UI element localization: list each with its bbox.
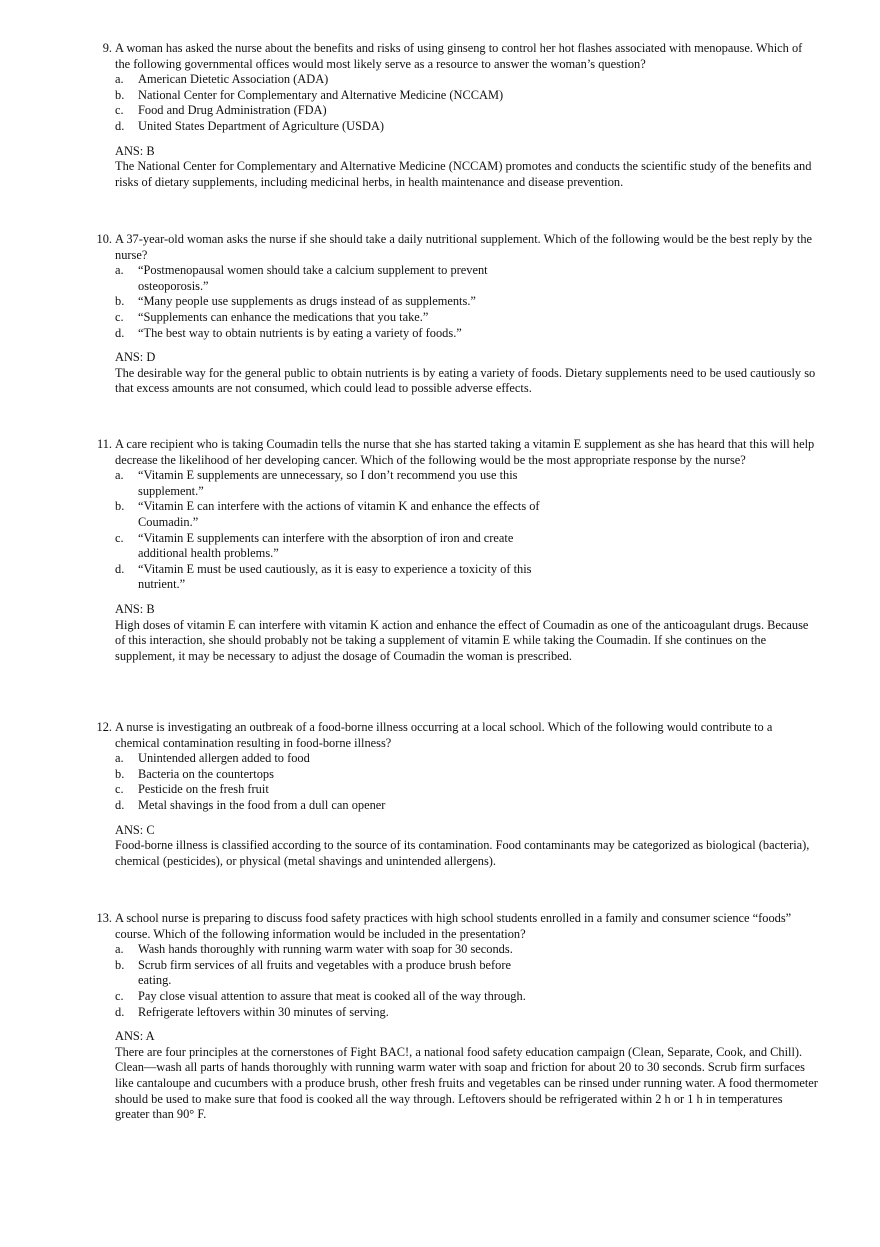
- option-text: “Vitamin E supplements can interfere with the absorption of iron and create additional health problems.”: [138, 530, 514, 561]
- rationale-text: There are four principles at the cornerstones of Fight BAC!, a national food safety education campaign (Clean, Separate, Cook, and Chill). Clean—wash all parts of hands thoroughly with running warm water with soap and friction for about 20 to 30 seconds. Scrub firm surfaces like cantaloupe and cucumbers with a produce brush, other fresh fruits and vegetables can be rinsed under running water. A food thermometer should be used to make sure that food is cooked all the way through. Leftovers should be refrigerated within 2 h or 1 h in temperatures greater than 90° F.: [115, 1044, 818, 1122]
- options-list: [0, 751, 880, 813]
- option-letter: d.: [115, 1004, 125, 1019]
- option-text: “Vitamin E can interfere with the actions of vitamin K and enhance the effects of Coumadin.”: [138, 499, 540, 529]
- option-letter: b.: [115, 87, 125, 102]
- option-a: [0, 942, 838, 958]
- option-d: [0, 562, 566, 593]
- option-text: National Center for Complementary and Alternative Medicine (NCCAM): [138, 87, 504, 102]
- option-letter: c.: [115, 988, 124, 1003]
- options-list: [0, 263, 880, 341]
- option-letter: c.: [115, 309, 124, 324]
- rationale-text: The desirable way for the general public to obtain nutrients is by eating a variety of foods. Dietary supplements need to be used cautiously so that excess amounts are not consumed, which could lead to possible adverse effects.: [115, 365, 816, 396]
- answer-key: ANS: B: [115, 143, 155, 158]
- option-b: [0, 767, 838, 783]
- option-text: Scrub firm services of all fruits and vegetables with a produce brush before eating.: [138, 957, 511, 988]
- option-letter: b.: [115, 499, 125, 514]
- option-d: [0, 119, 838, 135]
- option-letter: a.: [115, 263, 124, 278]
- option-c: [0, 531, 544, 562]
- option-b: [0, 88, 838, 104]
- options-list: [0, 72, 880, 134]
- answer-block: [0, 350, 880, 397]
- option-c: [0, 310, 838, 326]
- option-text: “The best way to obtain nutrients is by eating a variety of foods.”: [138, 325, 462, 340]
- question-number: 12.: [96, 720, 112, 734]
- option-letter: a.: [115, 942, 124, 957]
- question-stem: A 37-year-old woman asks the nurse if she should take a daily nutritional supplement. Which of the following would be the best reply by the nurse?: [115, 232, 813, 262]
- answer-key: ANS: D: [115, 350, 156, 365]
- question-number: 13.: [96, 911, 112, 925]
- rationale-text: High doses of vitamin E can interfere with vitamin K action and enhance the effect of Coumadin as one of the anticoagulant drugs. Because of this interaction, she should probably not be taking a supplement of vitamin E while taking the Coumadin. If she continues on the supplement, it may be necessary to adjust the dosage of Coumadin the woman is prescribed.: [115, 617, 809, 663]
- question-header: [0, 911, 880, 942]
- question-header: [0, 232, 880, 263]
- option-letter: a.: [115, 468, 124, 483]
- option-text: “Many people use supplements as drugs instead of as supplements.”: [138, 294, 476, 309]
- question-12: [0, 720, 880, 869]
- question-stem: A school nurse is preparing to discuss food safety practices with high school students enrolled in a family and consumer science “foods” course. Which of the following information would be included in the presentation?: [115, 911, 792, 941]
- question-number: 10.: [96, 232, 112, 246]
- option-d: [0, 1005, 838, 1021]
- question-number: 11.: [96, 437, 112, 451]
- option-text: Pesticide on the fresh fruit: [138, 782, 269, 797]
- rationale-text: Food-borne illness is classified according to the source of its contamination. Food contaminants may be categorized as biological (bacteria), chemical (pesticides), or physical (metal shavings and unintended allergens).: [115, 838, 810, 868]
- option-a: [0, 751, 838, 767]
- option-text: Refrigerate leftovers within 30 minutes of serving.: [138, 1004, 389, 1019]
- option-letter: b.: [115, 957, 125, 972]
- option-text: American Dietetic Association (ADA): [138, 72, 329, 87]
- option-letter: c.: [115, 530, 124, 545]
- option-b: [0, 958, 546, 989]
- option-letter: d.: [115, 561, 125, 576]
- option-letter: b.: [115, 294, 125, 309]
- options-list: [0, 942, 880, 1020]
- question-stem: A woman has asked the nurse about the benefits and risks of using ginseng to control her hot flashes associated with menopause. Which of the following governmental offices would most likely serve as a resource to answer the woman’s question?: [115, 41, 803, 71]
- option-letter: d.: [115, 797, 125, 812]
- option-letter: c.: [115, 782, 124, 797]
- option-text: Pay close visual attention to assure that meat is cooked all of the way through.: [138, 988, 526, 1003]
- question-stem: A nurse is investigating an outbreak of a food-borne illness occurring at a local school. Which of the following would contribute to a chemical contamination resulting in food-borne illness?: [115, 720, 773, 750]
- option-text: Food and Drug Administration (FDA): [138, 103, 327, 118]
- answer-key: ANS: C: [115, 822, 155, 837]
- option-a: [0, 72, 838, 88]
- option-b: [0, 294, 838, 310]
- option-b: [0, 499, 574, 530]
- rationale-text: The National Center for Complementary and Alternative Medicine (NCCAM) promotes and conducts the scientific study of the benefits and risks of dietary supplements, including medicinal herbs, in health maintenance and disease prevention.: [115, 159, 812, 189]
- question-11: [0, 437, 880, 664]
- option-text: “Postmenopausal women should take a calcium supplement to prevent osteoporosis.”: [138, 263, 488, 293]
- answer-block: [0, 1029, 880, 1123]
- options-list: [0, 468, 880, 593]
- option-letter: d.: [115, 118, 125, 133]
- option-text: “Vitamin E must be used cautiously, as it is easy to experience a toxicity of this nutrient.”: [138, 561, 532, 592]
- option-a: [0, 263, 518, 294]
- answer-key: ANS: B: [115, 601, 155, 616]
- option-text: Metal shavings in the food from a dull can opener: [138, 797, 386, 812]
- question-number: 9.: [102, 41, 112, 55]
- option-letter: a.: [115, 751, 124, 766]
- answer-block: [0, 602, 880, 664]
- option-letter: c.: [115, 103, 124, 118]
- option-a: [0, 468, 550, 499]
- question-stem: A care recipient who is taking Coumadin tells the nurse that she has started taking a vitamin E supplement as she has heard that this will help decrease the likelihood of her developing cancer. Which of the following would be the most appropriate response by the nurse?: [115, 437, 815, 467]
- option-d: [0, 798, 838, 814]
- option-text: “Vitamin E supplements are unnecessary, so I don’t recommend you use this supplement.”: [138, 468, 518, 498]
- option-letter: d.: [115, 325, 125, 340]
- option-c: [0, 782, 838, 798]
- answer-key: ANS: A: [115, 1029, 155, 1044]
- option-text: Unintended allergen added to food: [138, 751, 310, 766]
- question-10: [0, 232, 880, 397]
- question-header: [0, 437, 880, 468]
- option-text: Wash hands thoroughly with running warm water with soap for 30 seconds.: [138, 942, 513, 957]
- question-header: [0, 720, 880, 751]
- answer-block: [0, 823, 880, 870]
- question-13: [0, 911, 880, 1123]
- question-9: [0, 41, 880, 190]
- option-c: [0, 989, 838, 1005]
- question-header: [0, 41, 880, 72]
- answer-block: [0, 144, 880, 191]
- option-text: Bacteria on the countertops: [138, 766, 274, 781]
- option-d: [0, 326, 838, 342]
- option-letter: b.: [115, 766, 125, 781]
- option-letter: a.: [115, 72, 124, 87]
- option-c: [0, 103, 838, 119]
- option-text: United States Department of Agriculture (USDA): [138, 118, 385, 133]
- option-text: “Supplements can enhance the medications that you take.”: [138, 309, 429, 324]
